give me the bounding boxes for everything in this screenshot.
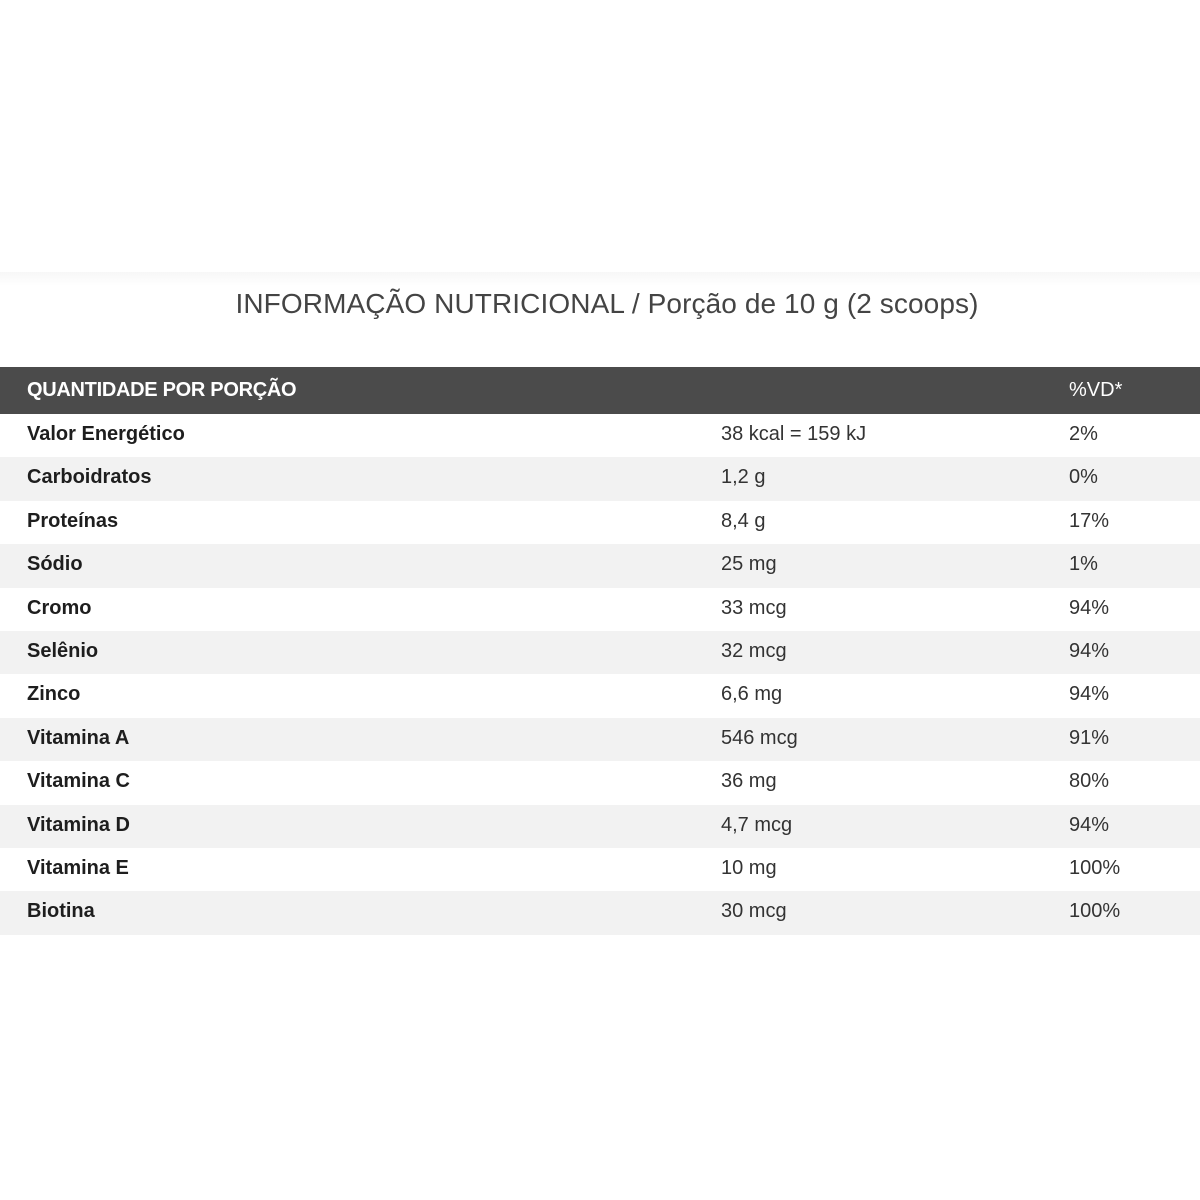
nutrient-name: Valor Energético [27,423,185,445]
table-row [0,674,1200,717]
nutrient-amount: 25 mg [721,553,777,576]
table-row [0,718,1200,761]
nutrient-name: Sódio [27,553,83,576]
header-dv-label: %VD* [1069,379,1123,401]
table-row [0,761,1200,804]
nutrient-dv: 100% [1069,856,1121,879]
nutrient-amount: 30 mcg [721,900,787,923]
table-header [0,367,1200,414]
nutrient-dv: 17% [1069,509,1110,532]
nutrient-amount: 36 mg [721,770,777,793]
nutrient-amount: 8,4 g [721,509,766,532]
nutrient-name: Vitamina C [27,770,130,793]
nutrient-amount: 1,2 g [721,466,766,489]
nutrient-amount: 6,6 mg [721,683,783,706]
table-row [0,805,1200,848]
nutrient-dv: 94% [1069,683,1110,706]
nutrient-name: Proteínas [27,509,119,532]
table-row [0,414,1200,457]
nutrient-dv: 1% [1069,553,1098,576]
nutrient-amount: 38 kcal = 159 kJ [721,423,867,445]
nutrient-dv: 91% [1069,726,1110,749]
header-nutrient-label: QUANTIDADE POR PORÇÃO [27,379,297,401]
nutrient-amount: 4,7 mcg [721,813,793,836]
nutrient-dv: 0% [1069,466,1098,489]
table-row [0,631,1200,674]
nutrient-dv: 80% [1069,770,1110,793]
nutrient-amount: 10 mg [721,856,777,879]
nutrient-name: Cromo [27,596,92,619]
nutrient-amount: 546 mcg [721,726,798,749]
table-body [0,414,1200,935]
nutrient-name: Vitamina E [27,856,129,879]
nutrient-name: Vitamina A [27,726,130,749]
table-row [0,588,1200,631]
nutrient-dv: 94% [1069,813,1110,836]
nutrient-amount: 33 mcg [721,596,787,619]
table-row [0,501,1200,544]
table-row [0,544,1200,587]
nutrition-table [0,367,1200,935]
page-title: INFORMAÇÃO NUTRICIONAL / Porção de 10 g (2 scoops) [235,288,979,319]
nutrient-name: Zinco [27,683,81,706]
table-row [0,457,1200,500]
table-row [0,848,1200,891]
nutrient-dv: 2% [1069,423,1098,445]
nutrient-name: Selênio [27,639,99,662]
nutrient-amount: 32 mcg [721,639,787,662]
nutrient-dv: 94% [1069,596,1110,619]
nutrient-dv: 100% [1069,900,1121,923]
table-row [0,891,1200,934]
nutrient-dv: 94% [1069,639,1110,662]
nutrient-name: Vitamina D [27,813,130,836]
nutrient-name: Carboidratos [27,466,152,489]
nutrient-name: Biotina [27,900,95,923]
